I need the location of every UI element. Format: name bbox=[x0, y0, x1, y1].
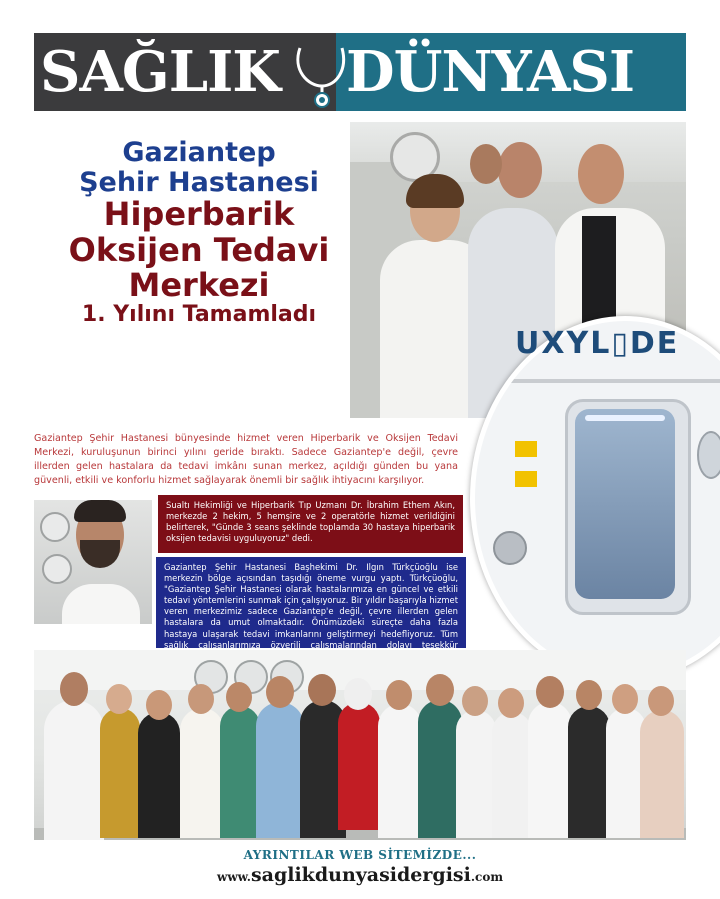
footer-tld: .com bbox=[470, 870, 504, 884]
intro-paragraph: Gaziantep Şehir Hastanesi bünyesinde hizmet veren Hiperbarik ve Oksijen Tedavi Merkezi, kuruluşunun birinci yılını geride bıraktı. Sadece Gaziantep'e değil, çevre illerden gelen hastalara da tedavi imkânı sunan merkez, açıldığı günden bu yana güvenli, etkili ve konforlu hizmet sağlayarak önemli bir sağlık ihtiyacını karşılıyor. bbox=[34, 433, 458, 486]
quote-box-akin: Sualtı Hekimliği ve Hiperbarik Tıp Uzmanı Dr. İbrahim Ethem Akın, merkezde 2 hekim, 5 hemşire ve 2 operatörle hizmet verildiğini belirterek, "Günde 3 seans şeklinde toplamda 30 hastaya hiperbarik oksijen tedavisi uyguluyoruz" dedi. bbox=[158, 495, 463, 553]
masthead-title-word2: DÜNYASI bbox=[346, 39, 635, 105]
headline-line5: Merkezi bbox=[128, 265, 270, 304]
headline-line4: Oksijen Tedavi bbox=[68, 230, 330, 269]
headline-line2: Şehir Hastanesi bbox=[79, 166, 319, 198]
footer-more-info: AYRINTILAR WEB SİTEMİZDE... bbox=[243, 848, 477, 862]
footer-domain: saglikdunyasidergisi bbox=[250, 864, 471, 886]
headline-line6: 1. Yılını Tamamladı bbox=[81, 301, 317, 327]
masthead-title-word1: SAĞLIK bbox=[40, 39, 280, 105]
quote-box-turkcuoglu: Gaziantep Şehir Hastanesi Başhekimi Dr. Ilgın Türkçüoğlu ise merkezin bölge açısından taşıdığı öneme vurgu yaptı. Türkçüoğlu, "Gaziantep Şehir Hastanesi olarak hastalarımıza en güncel ve etkili tedavi yöntemlerini sunmak için çalışıyoruz. Bir yıldır başarıyla hizmet veren merkezimiz sadece Gaziantep'e değil, çevre illerden gelen hastalara da umut olmaktadır. Önümüzdeki süreçte daha fazla hastaya ulaşarak tedavi imkanlarını geliştirmeyi hedefliyoruz. Tüm sağlık çalışanlarımıza özverili çalışmalarından dolayı teşekkür bbox=[156, 557, 466, 648]
headline-line3: Hiperbarik bbox=[103, 195, 295, 234]
group-photo bbox=[34, 650, 686, 840]
headline bbox=[34, 138, 364, 327]
stethoscope-icon bbox=[288, 40, 358, 110]
doctor-portrait bbox=[34, 500, 152, 624]
footer-website-link[interactable] bbox=[0, 864, 720, 886]
headline-line1: Gaziantep bbox=[122, 137, 276, 168]
device-brand-label: UXYL▯DE bbox=[515, 326, 680, 361]
footer-www: www. bbox=[216, 870, 251, 884]
